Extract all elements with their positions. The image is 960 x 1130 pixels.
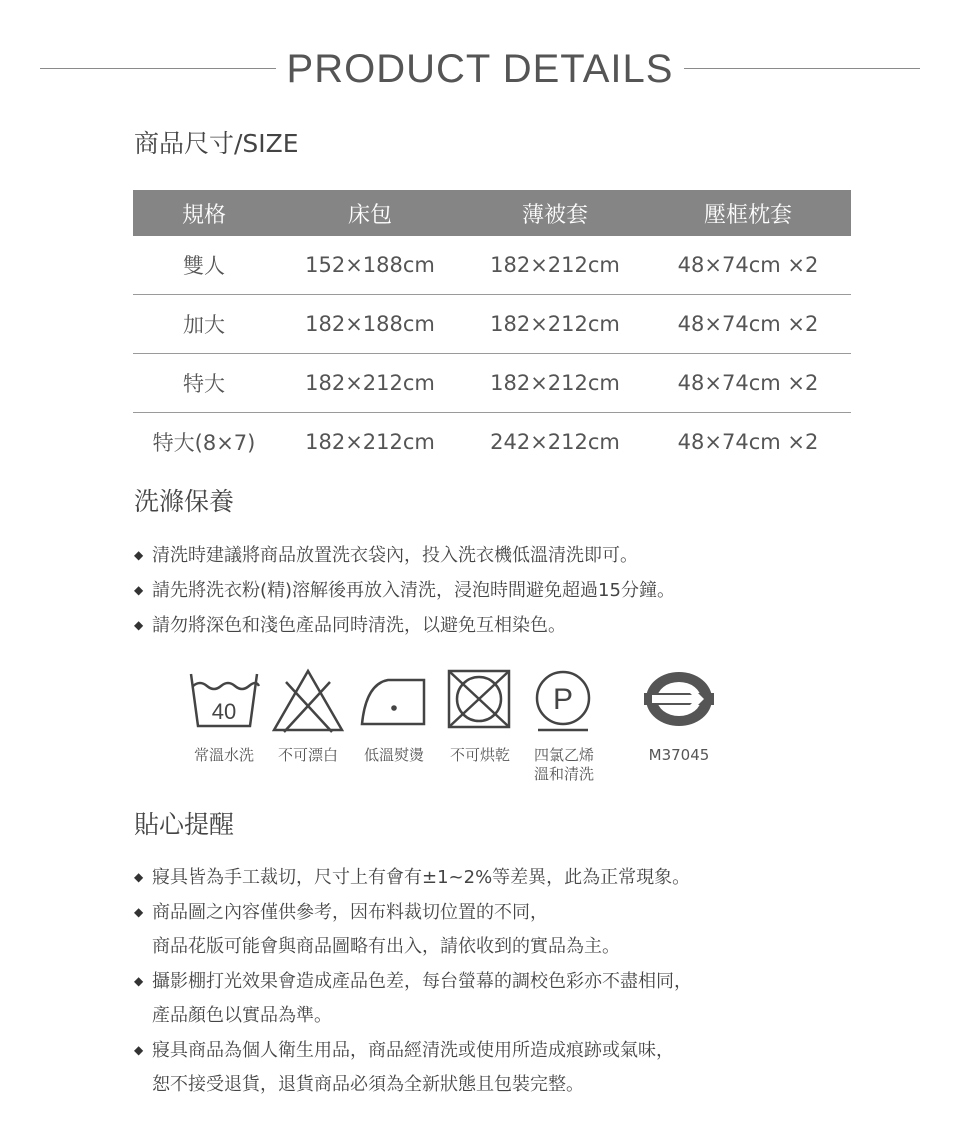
size-heading: 商品尺寸/SIZE xyxy=(134,129,299,158)
table-cell: 48×74cm ×2 xyxy=(645,295,851,354)
no-bleach-icon xyxy=(272,668,344,734)
no-tumble-dry-icon xyxy=(446,668,512,730)
bullet-icon: ◆ xyxy=(134,1043,144,1057)
certification-code: M37045 xyxy=(648,746,710,764)
wash-label: 常溫水洗 xyxy=(193,746,254,764)
column-header-spec: 規格 xyxy=(133,190,275,236)
table-cell: 152×188cm xyxy=(275,236,465,295)
list-item-text: 請先將洗衣粉(精)溶解後再放入清洗，浸泡時間避免超過15分鐘。 xyxy=(152,580,675,601)
dry-clean-label-line-2: 溫和清洗 xyxy=(533,765,594,783)
list-item-continuation xyxy=(134,1068,692,1102)
page-header xyxy=(40,46,920,96)
list-item xyxy=(134,964,692,999)
tips-heading: 貼心提醒 xyxy=(134,810,235,839)
low-iron-icon xyxy=(358,668,428,730)
care-heading: 洗滌保養 xyxy=(134,487,235,516)
list-item-text: 商品花版可能會與商品圖略有出入，請依收到的實品為主。 xyxy=(152,936,620,957)
size-table-header-row xyxy=(133,190,851,236)
bullet-icon: ◆ xyxy=(134,548,144,562)
bullet-icon: ◆ xyxy=(134,974,144,988)
dry-clean-label xyxy=(522,746,606,784)
header-divider-right xyxy=(684,68,920,69)
list-item xyxy=(134,608,675,643)
care-list xyxy=(134,538,675,643)
table-cell: 182×212cm xyxy=(275,354,465,413)
table-cell: 48×74cm ×2 xyxy=(645,236,851,295)
certification-mark-icon xyxy=(644,670,714,728)
bullet-icon: ◆ xyxy=(134,905,144,919)
column-header-pillowcase: 壓框枕套 xyxy=(645,190,851,236)
size-table xyxy=(133,190,851,471)
table-cell: 182×188cm xyxy=(275,295,465,354)
dry-clean-letter: P xyxy=(552,683,574,716)
table-row xyxy=(133,354,851,413)
dry-clean-label-line-1: 四氯乙烯 xyxy=(533,746,594,764)
low-iron-label: 低溫熨燙 xyxy=(363,746,424,764)
table-cell: 雙人 xyxy=(133,236,275,295)
list-item-text: 商品圖之內容僅供參考，因布料裁切位置的不同， xyxy=(152,902,548,923)
wash-temperature: 40 xyxy=(211,699,237,724)
list-item-text: 產品顏色以實品為準。 xyxy=(152,1005,332,1026)
bullet-icon: ◆ xyxy=(134,618,144,632)
tips-list xyxy=(134,860,692,1102)
table-cell: 特大 xyxy=(133,354,275,413)
list-item xyxy=(134,538,675,573)
list-item xyxy=(134,860,692,895)
list-item xyxy=(134,1033,692,1068)
bullet-icon: ◆ xyxy=(134,583,144,597)
table-cell: 242×212cm xyxy=(490,430,620,454)
table-cell: 182×212cm xyxy=(305,430,435,454)
table-cell: 48×74cm ×2 xyxy=(677,430,819,454)
list-item-text: 寢具商品為個人衛生用品，商品經清洗或使用所造成痕跡或氣味， xyxy=(152,1040,674,1061)
no-bleach-label: 不可漂白 xyxy=(277,746,338,764)
list-item-continuation xyxy=(134,999,692,1033)
no-tumble-dry-label: 不可烘乾 xyxy=(449,746,510,764)
table-cell: 特大(8×7) xyxy=(152,431,256,455)
table-cell: 182×212cm xyxy=(465,295,645,354)
table-cell: 加大 xyxy=(133,295,275,354)
list-item-text: 寢具皆為手工裁切，尺寸上有會有±1~2%等差異，此為正常現象。 xyxy=(152,867,691,888)
table-cell: 48×74cm ×2 xyxy=(645,354,851,413)
bullet-icon: ◆ xyxy=(134,870,144,884)
list-item-text: 清洗時建議將商品放置洗衣袋內，投入洗衣機低溫清洗即可。 xyxy=(152,545,638,566)
column-header-fitted-sheet: 床包 xyxy=(275,190,465,236)
table-cell: 182×212cm xyxy=(465,354,645,413)
list-item-continuation xyxy=(134,930,692,964)
care-symbols xyxy=(186,668,726,788)
table-cell: 182×212cm xyxy=(465,236,645,295)
dry-clean-p-icon xyxy=(532,668,594,732)
page-title: PRODUCT DETAILS xyxy=(286,47,674,91)
list-item-text: 恕不接受退貨，退貨商品必須為全新狀態且包裝完整。 xyxy=(152,1074,584,1095)
table-row xyxy=(133,295,851,354)
list-item-text: 攝影棚打光效果會造成產品色差，每台螢幕的調校色彩亦不盡相同， xyxy=(152,971,692,992)
list-item-text: 請勿將深色和淺色產品同時清洗，以避免互相染色。 xyxy=(152,615,566,636)
column-header-duvet-cover: 薄被套 xyxy=(465,190,645,236)
table-row xyxy=(133,413,851,472)
wash-40-icon xyxy=(188,668,260,730)
list-item xyxy=(134,573,675,608)
list-item xyxy=(134,895,692,930)
table-row xyxy=(133,236,851,295)
